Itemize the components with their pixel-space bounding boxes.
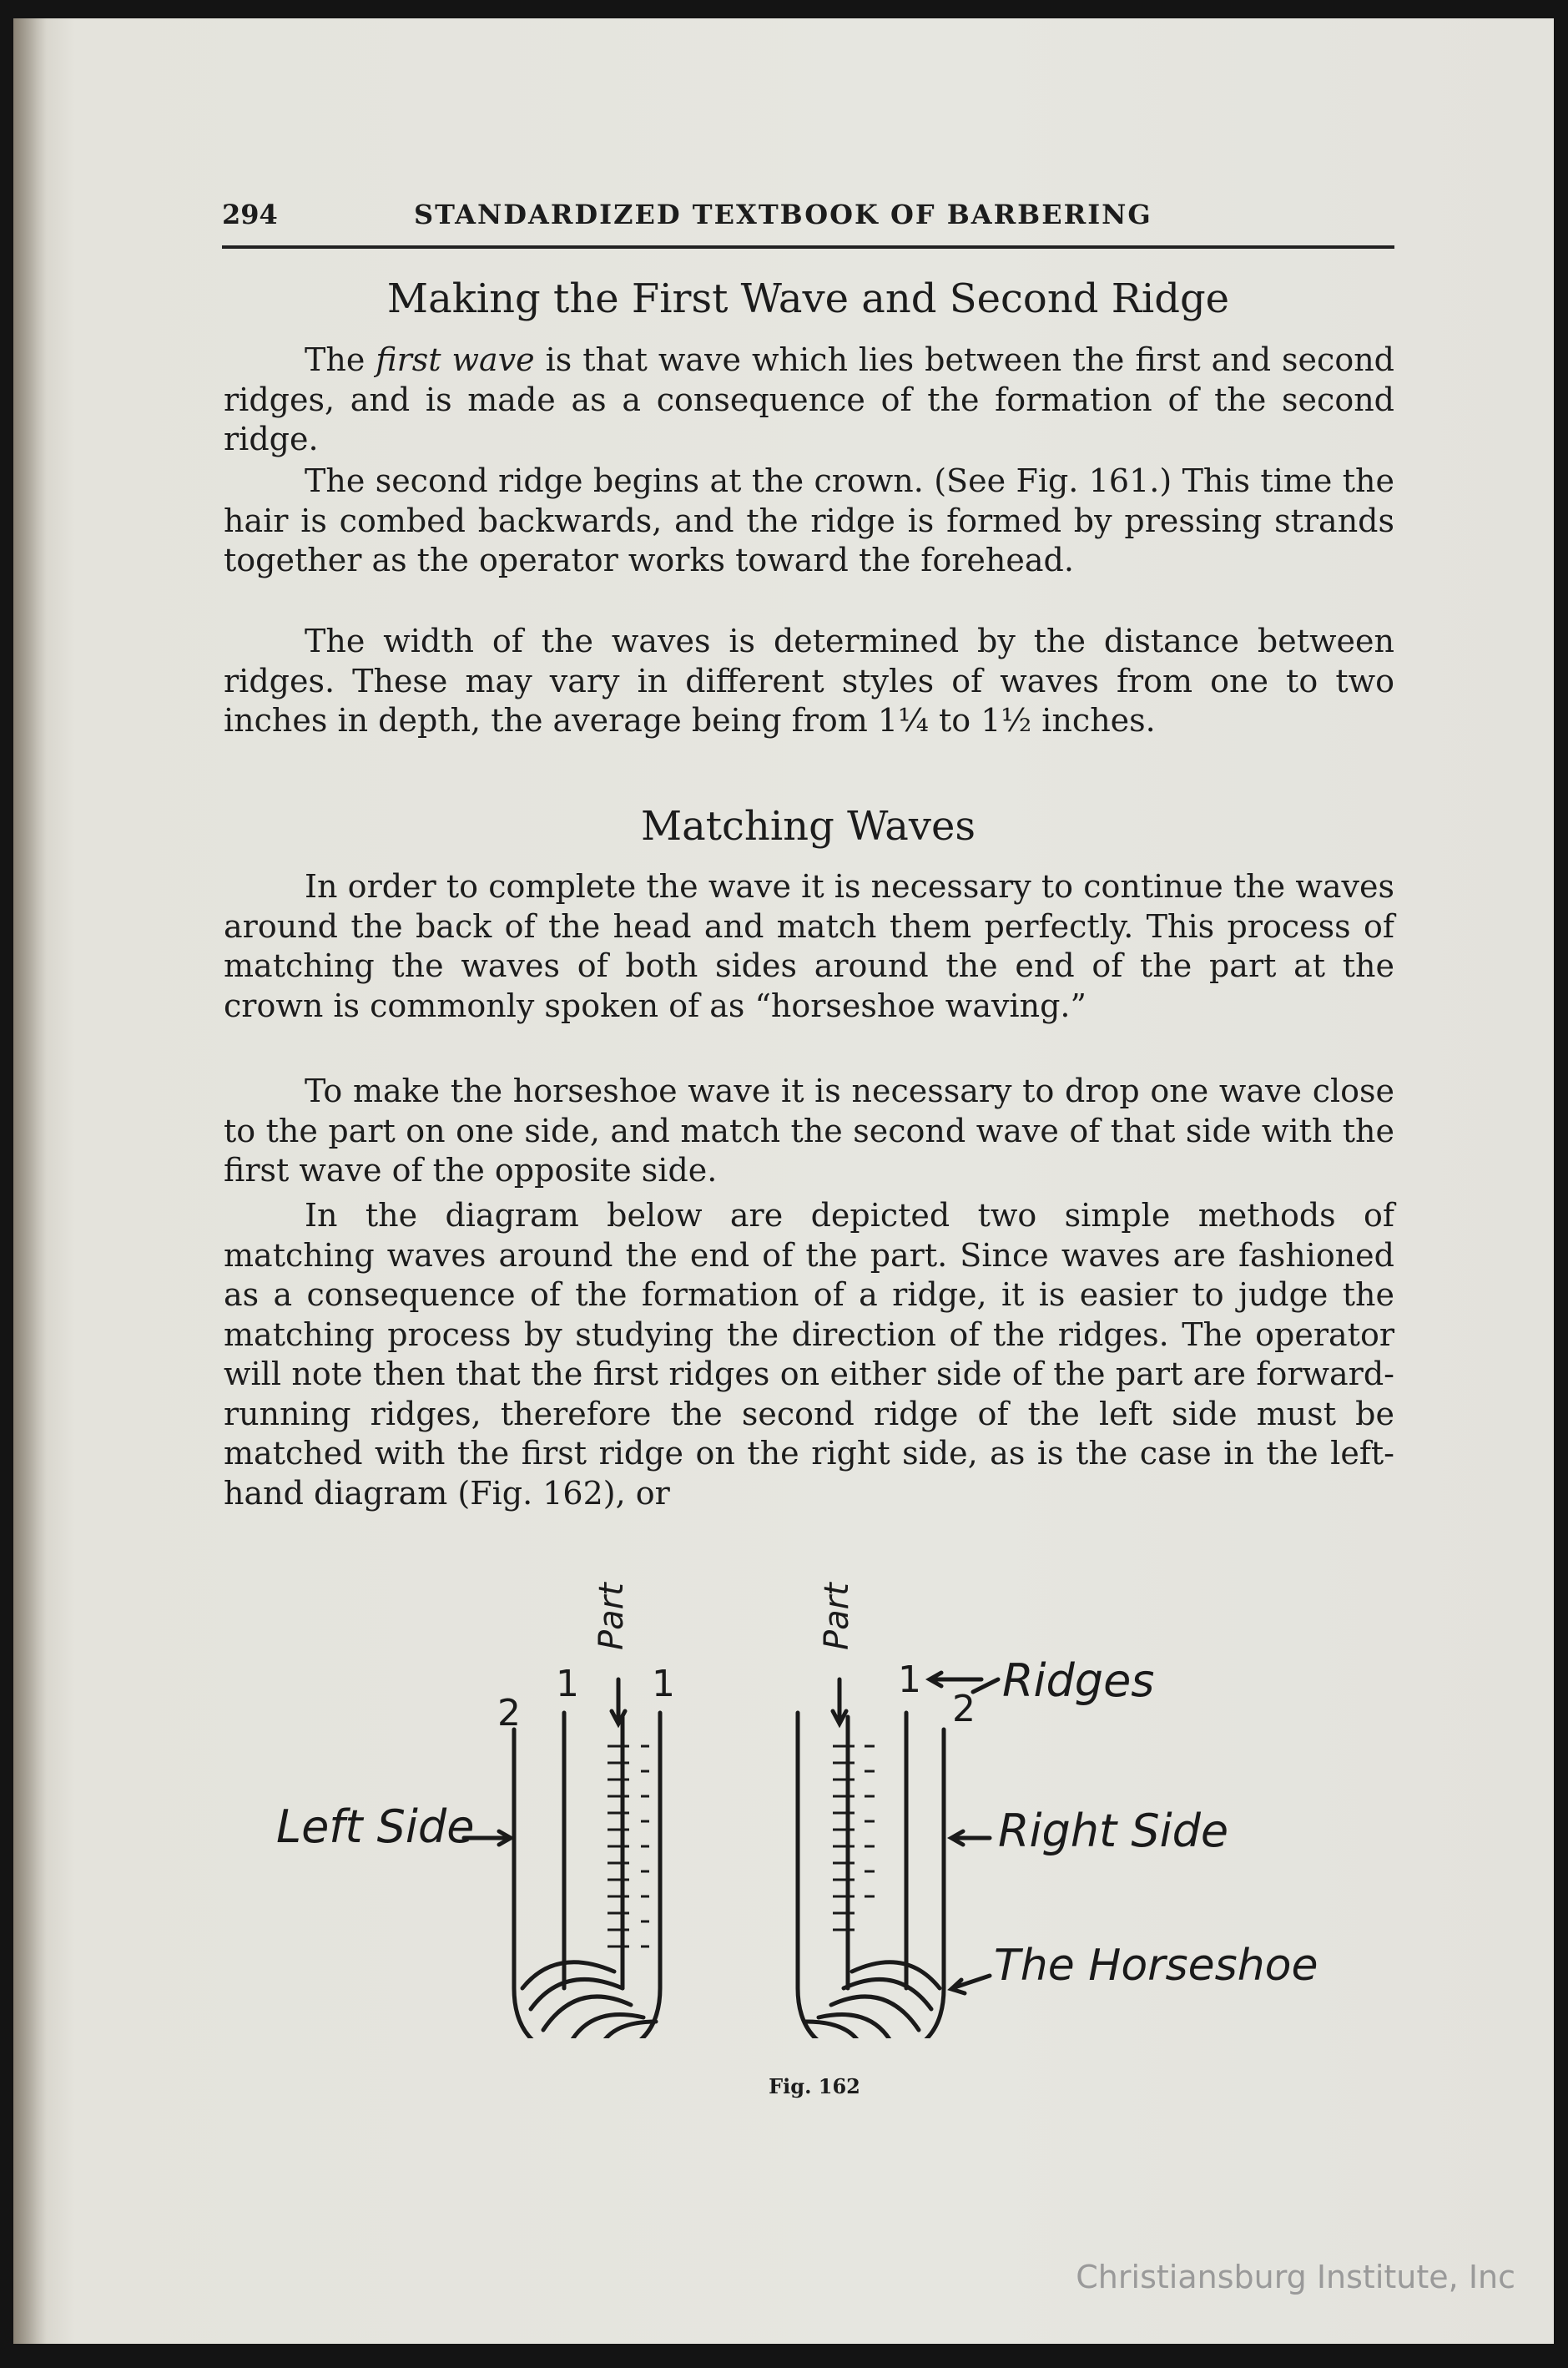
- part-tick-marks: [608, 1746, 875, 1946]
- text-run: is that wave which lies between the first and second ridges, and is made as a consequence of the formation of the second ridge.: [224, 341, 1395, 457]
- right-horseshoe-outline: [798, 1713, 944, 2038]
- paragraph-wave-width: The width of the waves is determined by the distance between ridges. These may vary in different styles of waves from one to two inches in depth, the average being from 1¼ to 1½ inches.: [224, 623, 1394, 739]
- part-arrow-left: [612, 1679, 625, 1724]
- section-title-matching-waves: Matching Waves: [640, 803, 976, 850]
- label-ridge-1-left-b: 1: [652, 1663, 675, 1705]
- part-arrow-right: [833, 1679, 846, 1724]
- section-title-first-wave: Making the First Wave and Second Ridge: [386, 275, 1230, 322]
- label-ridges: Ridges: [1002, 1654, 1155, 1707]
- horseshoe-arrow: [951, 1976, 990, 1993]
- gutter-shadow: [13, 18, 47, 2344]
- label-ridge-1-left: 1: [556, 1663, 579, 1705]
- page-number: 294: [222, 199, 278, 230]
- paragraph-horseshoe: To make the horseshoe wave it is necessary to drop one wave close to the part on one side, and match the second wave of that side with the first wave of the opposite side.: [224, 1073, 1394, 1189]
- horseshoe-diagram: [255, 1554, 1407, 2038]
- label-ridge-2-left: 2: [497, 1692, 521, 1734]
- paragraph-first-wave: [224, 341, 1394, 460]
- label-ridge-1-right: 1: [898, 1659, 921, 1701]
- page-header: [222, 194, 1394, 249]
- ridges-arrow: [930, 1673, 981, 1686]
- paragraph-diagram-explanation: In the diagram below are depicted two simple methods of matching waves around the end of the part. Since waves are fashioned as a consequence of the formation of a ridge, it is easier to judge the matching process by studying the direction of the ridges. The operator will note then that the first ridges on either side of the part are forward-running ridges, therefore the second ridge of the left side must be matched with the first ridge on the right side, as is the case in the left-hand diagram (Fig. 162), or: [224, 1197, 1394, 1512]
- label-ridge-2-right: 2: [952, 1688, 976, 1730]
- left-horseshoe-outline: [514, 1713, 660, 2038]
- running-title: STANDARDIZED TEXTBOOK OF BARBERING: [414, 199, 1152, 230]
- label-part-left: Part: [592, 1583, 631, 1650]
- label-part-right: Part: [818, 1583, 856, 1650]
- text-run: The: [305, 341, 376, 378]
- paragraph-matching-intro: In order to complete the wave it is necessary to continue the waves around the back of the head and match them perfectly. This process of matching the waves of both sides around the end of the part at the crown is commonly spoken of as “horseshoe waving.”: [224, 868, 1394, 1024]
- book-page: [13, 18, 1554, 2344]
- paragraph-second-ridge: The second ridge begins at the crown. (See Fig. 161.) This time the hair is combed backwards, and the ridge is formed by pressing strands together as the operator works toward the forehead.: [224, 462, 1394, 578]
- right-side-arrow: [951, 1831, 990, 1845]
- italic-term: first wave: [376, 341, 535, 378]
- watermark: Christiansburg Institute, Inc: [1076, 2259, 1515, 2295]
- label-right-side: Right Side: [998, 1805, 1229, 1857]
- label-left-side: Left Side: [276, 1800, 475, 1853]
- label-horseshoe: The Horseshoe: [994, 1941, 1318, 1991]
- figure-caption: Fig. 162: [769, 2074, 860, 2098]
